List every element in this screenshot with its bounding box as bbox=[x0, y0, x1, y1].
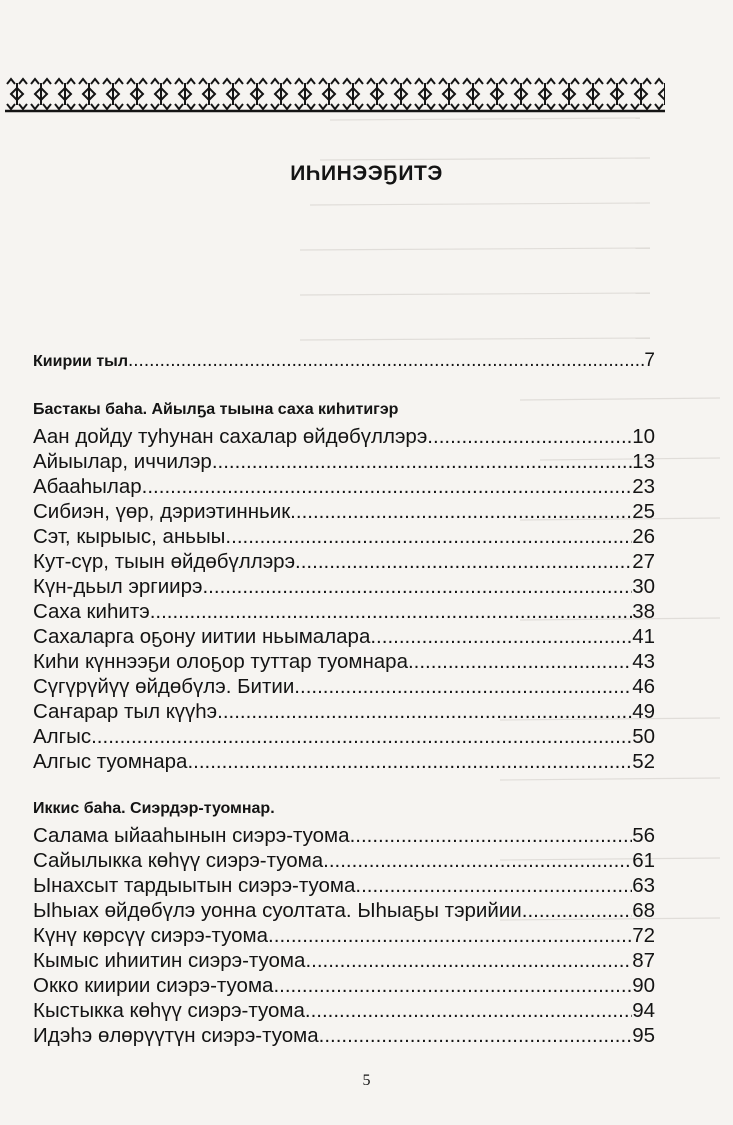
ornament-border bbox=[0, 74, 733, 114]
toc-entry-label: Киһи күннээҕи олоҕор туттар туомнара bbox=[33, 650, 408, 673]
section-heading-part1: Бастакы баһа. Айылҕа тыына саха киһитигэр bbox=[33, 401, 399, 418]
leader-dots bbox=[91, 724, 632, 749]
toc-entry-label: Саҥарар тыл күүһэ bbox=[33, 700, 218, 723]
toc-entry-page: 43 bbox=[632, 650, 655, 673]
toc-entry-page: 72 bbox=[632, 924, 655, 947]
toc-entry-label: Айыылар, иччилэр bbox=[33, 450, 212, 473]
leader-dots bbox=[319, 1023, 633, 1048]
leader-dots bbox=[212, 449, 632, 474]
toc-entry-page: 87 bbox=[632, 949, 655, 972]
toc-entry-page: 7 bbox=[644, 350, 655, 371]
toc-entry-page: 90 bbox=[632, 974, 655, 997]
leader-dots bbox=[305, 948, 632, 973]
toc-entry-page: 13 bbox=[632, 450, 655, 473]
leader-dots bbox=[370, 624, 632, 649]
toc-entry-label: Кымыс иһиитин сиэрэ-туома bbox=[33, 949, 306, 972]
toc-entry-label: Күн-дьыл эргиирэ bbox=[33, 575, 203, 598]
toc-entry-label: Сүгүрүйүү өйдөбүлэ. Битии bbox=[33, 675, 295, 698]
toc-entry[interactable] bbox=[33, 898, 655, 923]
toc-entry-page: 68 bbox=[632, 899, 655, 922]
toc-entry-label: Киирии тыл bbox=[33, 353, 128, 370]
toc-entry-page: 49 bbox=[632, 700, 655, 723]
toc-entry[interactable] bbox=[33, 973, 655, 998]
leader-dots bbox=[427, 424, 632, 449]
toc-entry[interactable] bbox=[33, 749, 655, 774]
toc-entry-page: 27 bbox=[632, 550, 655, 573]
leader-dots bbox=[187, 749, 632, 774]
leader-dots bbox=[217, 699, 632, 724]
toc-entry-label: Кыстыкка көһүү сиэрэ-туома bbox=[33, 999, 305, 1022]
toc-entry[interactable] bbox=[33, 499, 655, 524]
toc-entry-page: 26 bbox=[632, 525, 655, 548]
toc-entry[interactable] bbox=[33, 1023, 655, 1048]
toc-entry[interactable] bbox=[33, 649, 655, 674]
leader-dots bbox=[202, 574, 632, 599]
leader-dots bbox=[522, 898, 632, 923]
toc-entry[interactable] bbox=[33, 724, 655, 749]
leader-dots bbox=[294, 674, 632, 699]
toc-entry-label: Аан дойду туһунан сахалар өйдөбүллэрэ bbox=[33, 425, 428, 448]
toc-entry-label: Сахаларга оҕону иитии ньымалара bbox=[33, 625, 371, 648]
toc-entry-page: 52 bbox=[632, 750, 655, 773]
toc-entry-page: 63 bbox=[632, 874, 655, 897]
toc-entry-label: Күнү көрсүү сиэрэ-туома bbox=[33, 924, 269, 947]
toc-entry[interactable] bbox=[33, 823, 655, 848]
toc-entry-label: Сибиэн, үөр, дэриэтинньик bbox=[33, 500, 291, 523]
toc-entry-page: 25 bbox=[632, 500, 655, 523]
toc-entry[interactable] bbox=[33, 998, 655, 1023]
leader-dots bbox=[295, 549, 632, 574]
leader-dots bbox=[323, 848, 632, 873]
toc-entry[interactable] bbox=[33, 948, 655, 973]
leader-dots bbox=[225, 524, 632, 549]
toc-entry[interactable] bbox=[33, 574, 655, 599]
toc-entry[interactable] bbox=[33, 674, 655, 699]
toc-entry-page: 46 bbox=[632, 675, 655, 698]
toc-entry-label: Идэһэ өлөрүүтүн сиэрэ-туома bbox=[33, 1024, 319, 1047]
page-number: 5 bbox=[362, 1072, 371, 1089]
toc-entry-page: 56 bbox=[632, 824, 655, 847]
toc-entry[interactable] bbox=[33, 599, 655, 624]
leader-dots bbox=[273, 973, 632, 998]
toc-entry-label: Алгыс bbox=[33, 725, 92, 748]
toc-entry-label: Ыһыах өйдөбүлэ уонна суолтата. Ыһыаҕы тэрийии bbox=[33, 899, 522, 922]
toc-entry-page: 41 bbox=[632, 625, 655, 648]
toc-entry-page: 10 bbox=[632, 425, 655, 448]
toc-entry-label: Абааһылар bbox=[33, 475, 142, 498]
leader-dots bbox=[355, 873, 632, 898]
toc-entry[interactable] bbox=[33, 424, 655, 449]
toc-entry[interactable] bbox=[33, 848, 655, 873]
toc-entry-label: Сайылыкка көһүү сиэрэ-туома bbox=[33, 849, 324, 872]
toc-entry[interactable] bbox=[33, 699, 655, 724]
leader-dots bbox=[128, 350, 644, 372]
toc-entry-page: 61 bbox=[632, 849, 655, 872]
toc-entry[interactable] bbox=[33, 923, 655, 948]
leader-dots bbox=[268, 923, 632, 948]
toc-entry[interactable] bbox=[33, 873, 655, 898]
toc-entry-intro[interactable] bbox=[33, 350, 655, 372]
page-title: ИҺИНЭЭҔИТЭ bbox=[290, 162, 443, 185]
toc-entry-page: 30 bbox=[632, 575, 655, 598]
leader-dots bbox=[290, 499, 632, 524]
toc-entry[interactable] bbox=[33, 474, 655, 499]
toc-entry-page: 23 bbox=[632, 475, 655, 498]
leader-dots bbox=[350, 823, 633, 848]
section-heading-part2: Иккис баһа. Сиэрдэр-туомнар. bbox=[33, 800, 275, 817]
toc-entry[interactable] bbox=[33, 549, 655, 574]
toc-entry-page: 95 bbox=[632, 1024, 655, 1047]
leader-dots bbox=[142, 474, 633, 499]
toc-entry-label: Ынахсыт тардыытын сиэрэ-туома bbox=[33, 874, 356, 897]
toc-entry-page: 38 bbox=[632, 600, 655, 623]
toc-entry[interactable] bbox=[33, 624, 655, 649]
toc-entry-label: Алгыс туомнара bbox=[33, 750, 188, 773]
toc-entry-label: Саха киһитэ bbox=[33, 600, 150, 623]
toc-entry-label: Окко киирии сиэрэ-туома bbox=[33, 974, 274, 997]
leader-dots bbox=[408, 649, 632, 674]
toc-entry-label: Салама ыйааһынын сиэрэ-туома bbox=[33, 824, 350, 847]
leader-dots bbox=[305, 998, 632, 1023]
toc-entry-page: 50 bbox=[632, 725, 655, 748]
toc-entry-label: Кут-сүр, тыын өйдөбүллэрэ bbox=[33, 550, 296, 573]
toc-entry-label: Сэт, кырыыс, аньыы bbox=[33, 525, 226, 548]
leader-dots bbox=[150, 599, 633, 624]
toc-entry[interactable] bbox=[33, 449, 655, 474]
toc-entry[interactable] bbox=[33, 524, 655, 549]
toc-entry-page: 94 bbox=[632, 999, 655, 1022]
